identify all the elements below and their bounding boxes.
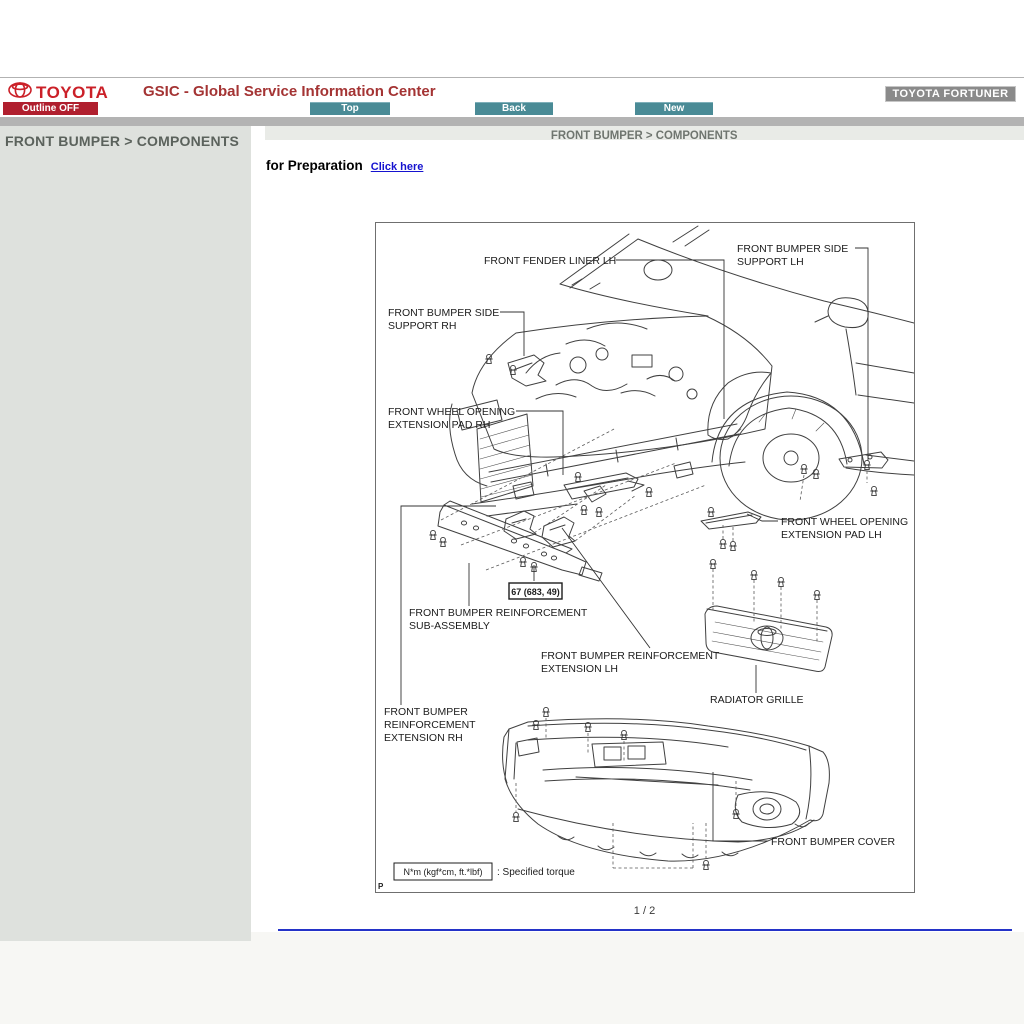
back-button[interactable]: Back [475,102,553,115]
exploded-view-svg [376,223,914,892]
outline-off-button[interactable]: Outline OFF [3,102,98,115]
footer-strip [0,932,1024,1024]
torque-spec-value: 67 (683, 49) [511,587,560,597]
label-leader-lines [401,248,868,841]
preparation-row [266,158,423,173]
label-side-support-rh-line1: FRONT BUMPER SIDE [388,307,500,319]
preparation-click-here-link[interactable]: Click here [370,161,424,173]
radiator-grille-drawing [705,606,832,672]
label-side-support-rh-line2: SUPPORT RH [388,320,457,332]
wheel-pad-lh-drawing [701,512,761,529]
toyota-emblem-icon [8,82,32,103]
main-heading-band [265,126,1024,140]
sidebar [0,126,251,941]
legend-description: : Specified torque [497,867,575,878]
label-radiator-grille: RADIATOR GRILLE [710,694,804,706]
toyota-brand [8,82,108,103]
app-title: GSIC - Global Service Information Center [143,83,436,100]
label-reinforcement-line1: FRONT BUMPER REINFORCEMENT [409,607,588,619]
label-front-bumper-cover: FRONT BUMPER COVER [771,836,896,848]
label-wheel-pad-lh-line1: FRONT WHEEL OPENING [781,516,909,528]
label-reinforcement-ext-rh-line2: REINFORCEMENT [384,719,476,731]
vehicle-front-drawing [450,226,914,520]
label-reinforcement-ext-lh-line1: FRONT BUMPER REINFORCEMENT [541,650,720,662]
header-divider-bar [0,117,1024,126]
torque-legend [394,863,575,880]
label-reinforcement-ext-rh-line1: FRONT BUMPER [384,706,468,718]
preparation-label: for Preparation [266,158,363,173]
sidebar-breadcrumb: FRONT BUMPER > COMPONENTS [5,133,240,149]
new-button[interactable]: New [635,102,713,115]
toyota-brand-text: TOYOTA [36,82,109,102]
label-side-support-lh-line2: SUPPORT LH [737,256,804,268]
label-reinforcement-line2: SUB-ASSEMBLY [409,620,490,632]
assembly-dashed-lines [441,428,867,868]
top-button[interactable]: Top [310,102,390,115]
page-marker: P [378,882,384,891]
torque-spec-callout [509,583,562,599]
components-diagram [375,222,915,893]
label-reinforcement-ext-lh-line2: EXTENSION LH [541,663,619,675]
label-front-fender-liner-lh: FRONT FENDER LINER LH [484,255,617,267]
label-side-support-lh-line1: FRONT BUMPER SIDE [737,243,849,255]
page-title: FRONT BUMPER > COMPONENTS [551,128,738,142]
label-reinforcement-ext-rh-line3: EXTENSION RH [384,732,463,744]
legend-units-box: N*m (kgf*cm, ft.*lbf) [403,867,483,877]
vehicle-model-button[interactable]: TOYOTA FORTUNER [885,86,1016,102]
label-wheel-pad-rh-line2: EXTENSION PAD RH [388,419,491,431]
label-wheel-pad-rh-line1: FRONT WHEEL OPENING [388,406,516,418]
top-divider [0,77,1024,78]
label-wheel-pad-lh-line2: EXTENSION PAD LH [781,529,882,541]
page-indicator: 1 / 2 [633,905,656,917]
footer-blue-rule [278,929,1012,931]
